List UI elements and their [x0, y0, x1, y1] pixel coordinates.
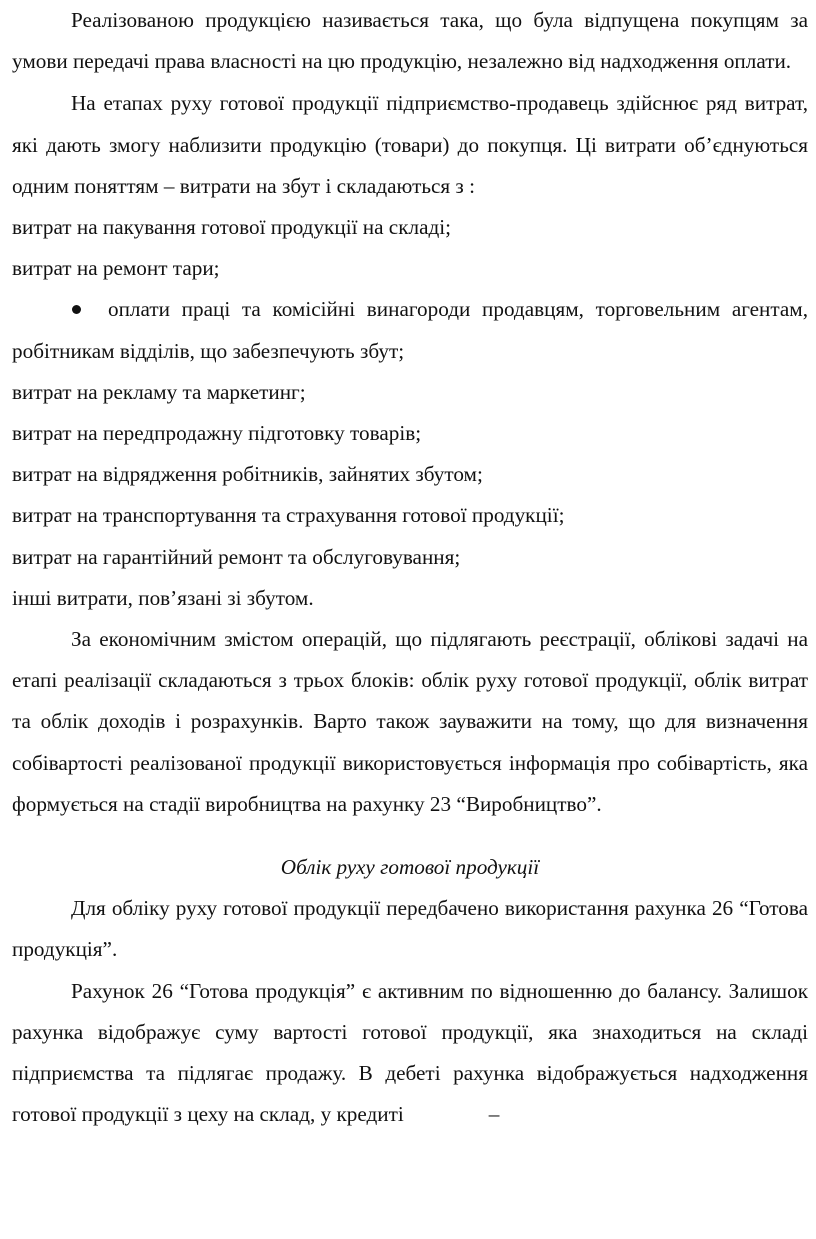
- list-item: витрат на рекламу та маркетинг;: [12, 379, 306, 404]
- list-item: інші витрати, пов’язані зі збутом.: [12, 585, 314, 610]
- paragraph-account-26-usage: Для обліку руху готової продукції передбачено використання рахунка 26 “Готова продукція”.: [12, 896, 808, 962]
- list-item: витрат на пакування готової продукції на складі;: [12, 215, 452, 240]
- list-item: витрат на гарантійний ремонт та обслуговування;: [12, 544, 461, 569]
- list-item: оплати праці та комісійні винагороди продавцям, торговельним агентам, робітникам відділів, що забезпечують збут;: [12, 297, 808, 363]
- list-item: витрат на відрядження робітників, зайнятих збутом;: [12, 462, 483, 487]
- document-page: [12, 0, 808, 1135]
- list-item: витрат на ремонт тари;: [12, 256, 220, 281]
- list-item: витрат на транспортування та страхування готової продукції;: [12, 503, 565, 528]
- section-subheading: Облік руху готової продукції: [280, 855, 540, 880]
- paragraph-account-26-description: Рахунок 26 “Готова продукція” є активним по відношенню до балансу. Залишок рахунка відображує суму вартості готової продукції, яка знаходиться на складі підприємства та підлягає продажу. В дебеті рахунка відображується надходження готової продукції з цеху на склад, у кредиті –: [12, 978, 808, 1127]
- paragraph-realized-products: Реалізованою продукцією називається така, що була відпущена покупцям за умови передачі права власності на цю продукцію, незалежно від надходження оплати.: [12, 8, 808, 74]
- list-item: витрат на передпродажну підготовку товарів;: [12, 421, 422, 446]
- paragraph-accounting-tasks: За економічним змістом операцій, що підлягають реєстрації, облікові задачі на етапі реалізації складаються з трьох блоків: облік руху готової продукції, облік витрат та облік доходів і розрахунків. Варто також зауважити на тому, що для визначення собівартості реалізованої продукції використовується інформація про собівартість, яка формується на стадії виробництва на рахунку 23 “Виробництво”.: [12, 627, 808, 816]
- sales-costs-list: [12, 207, 808, 619]
- bullet-icon: [72, 305, 81, 314]
- paragraph-sales-costs: На етапах руху готової продукції підприємство-продавець здійснює ряд витрат, які дають змогу наблизити продукцію (товари) до покупця. Ці витрати об’єднуються одним поняттям – витрати на збут і складаються з :: [12, 91, 808, 198]
